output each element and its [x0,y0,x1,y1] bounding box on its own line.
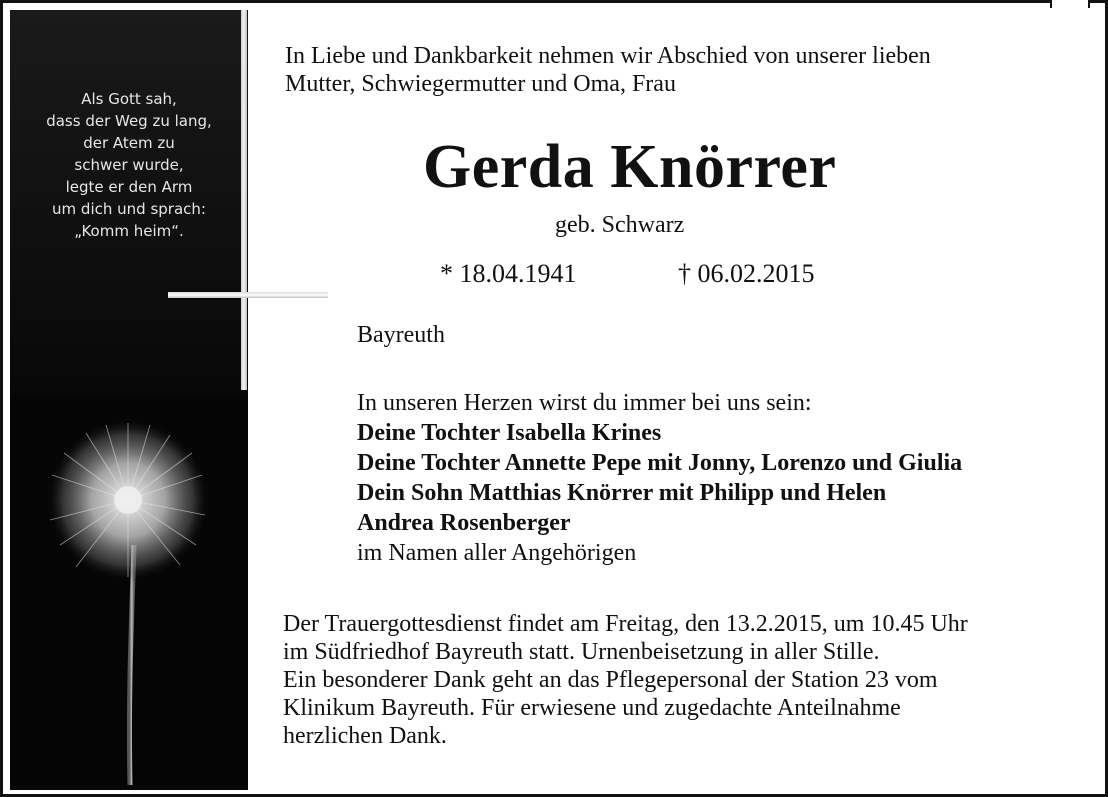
frame-notch [1050,0,1090,8]
poem-line: dass der Weg zu lang, [46,112,212,130]
footer-line: Klinikum Bayreuth. Für erwiesene und zugedachte Anteilnahme [283,695,901,721]
place: Bayreuth [357,322,445,348]
footer-line: herzlichen Dank. [283,723,447,749]
poem-line: der Atem zu [83,134,175,152]
mourner-name: Dein Sohn Matthias Knörrer mit Philipp und Helen [357,480,887,506]
dandelion-image [10,395,248,785]
footer-line: Der Trauergottesdienst findet am Freitag, den 13.2.2015, um 10.45 Uhr [283,611,968,637]
mourners-closing: im Namen aller Angehörigen [357,540,637,566]
poem-line: um dich und sprach: [52,200,206,218]
poem-line: legte er den Arm [65,178,193,196]
poem-line: schwer wurde, [74,156,184,174]
mourners-block [357,388,1087,568]
poem [10,88,248,242]
poem-line: Als Gott sah, [81,90,177,108]
mourners-lead: In unseren Herzen wirst du immer bei uns sein: [357,390,812,416]
cross-icon [241,10,247,390]
intro-line: Mutter, Schwiegermutter und Oma, Frau [285,71,676,97]
mourner-name: Deine Tochter Isabella Krines [357,420,662,446]
footer-line: im Südfriedhof Bayreuth statt. Urnenbeisetzung in aller Stille. [283,639,880,665]
service-info [283,610,1093,750]
death-date: † 06.02.2015 [678,259,815,288]
poem-line: „Komm heim“. [74,222,184,240]
mourner-name: Deine Tochter Annette Pepe mit Jonny, Lorenzo und Giulia [357,450,963,476]
deceased-name: Gerda Knörrer [423,133,837,201]
intro-text [285,42,1085,98]
mourner-name: Andrea Rosenberger [357,510,571,536]
intro-line: In Liebe und Dankbarkeit nehmen wir Abschied von unserer lieben [285,43,931,69]
birth-date: * 18.04.1941 [440,259,577,288]
footer-line: Ein besonderer Dank geht an das Pflegepersonal der Station 23 vom [283,667,938,693]
notice-text-area [255,0,1095,797]
maiden-name: geb. Schwarz [555,212,685,238]
